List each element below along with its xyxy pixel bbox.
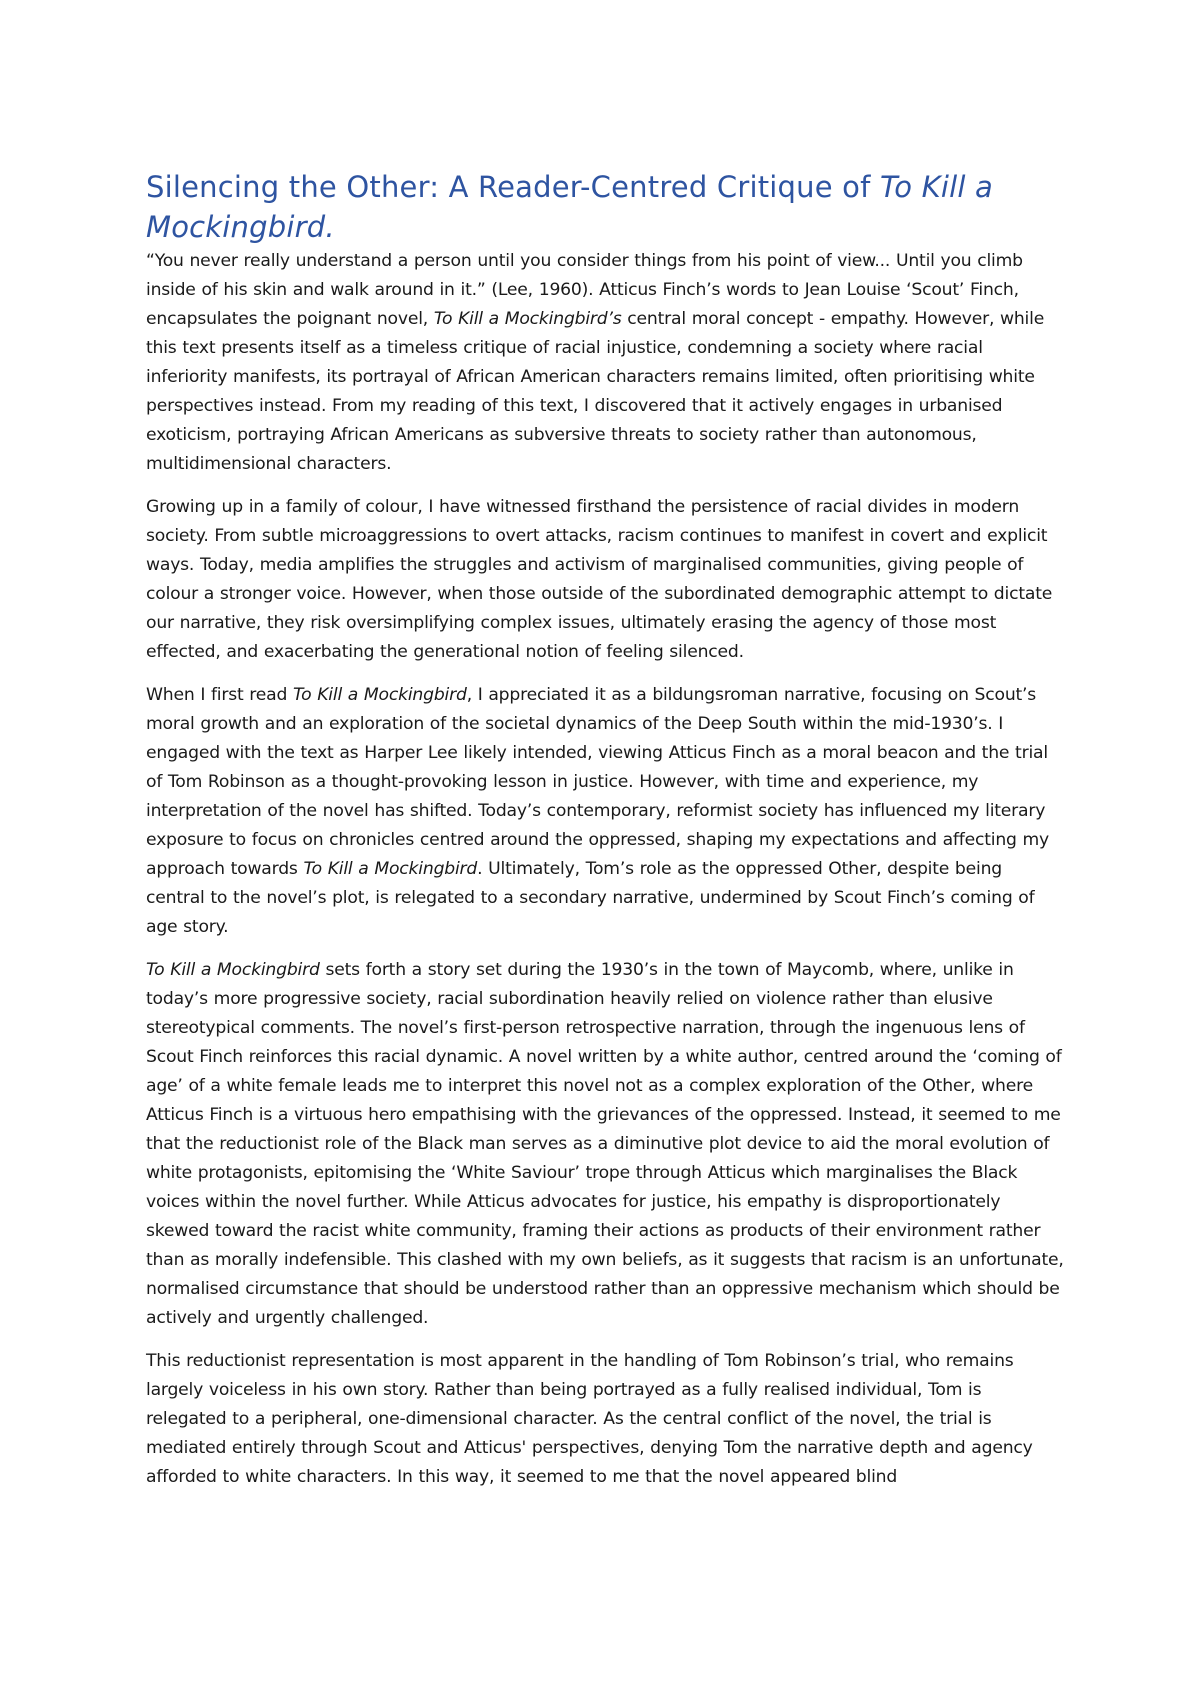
title-main: Silencing the Other: A Reader-Centred Critique of bbox=[146, 170, 880, 204]
page-title bbox=[146, 167, 1064, 247]
italic-text-run: To Kill a Mockingbird bbox=[303, 859, 478, 879]
title-italic: To Kill a Mockingbird bbox=[146, 170, 994, 244]
italic-text-run: To Kill a Mockingbird bbox=[146, 960, 320, 980]
text-run: sets forth a story set during the 1930’s in the town of Maycomb, where, unlike in today’s more progressive society, racial subordination heavily relied on violence rather than elusive stereotypical comments. The novel’s first-person retrospective narration, through the ingenuous lens of Scout Finch reinforces this racial dynamic. A novel written by a white author, centred around the ‘coming of age’ of a white female leads me to interpret this novel not as a complex exploration of the Other, where Atticus Finch is a virtuous hero empathising with the grievances of the oppressed. Instead, it seemed to me that the reductionist role of the Black man serves as a diminutive plot device to aid the moral evolution of white protagonists, epitomising the ‘White Saviour’ trope through Atticus which marginalises the Black voices within the novel further. While Atticus advocates for justice, his empathy is disproportionately skewed toward the racist white community, framing their actions as products of their environment rather than as morally indefensible. This clashed with my own beliefs, as it suggests that racism is an unfortunate, normalised circumstance that should be understood rather than an oppressive mechanism which should be actively and urgently challenged. bbox=[146, 960, 1064, 1328]
italic-text-run: To Kill a Mockingbird bbox=[292, 685, 467, 705]
text-run: . Ultimately, Tom’s role as the oppressed Other, despite being central to the novel’s plot, is relegated to a secondary narrative, undermined by Scout Finch’s coming of age story. bbox=[146, 859, 1035, 937]
text-run: This reductionist representation is most apparent in the handling of Tom Robinson’s trial, who remains largely voiceless in his own story. Rather than being portrayed as a fully realised individual, Tom is relegated to a peripheral, one-dimensional character. As the central conflict of the novel, the trial is mediated entirely through Scout and Atticus' perspectives, denying Tom the narrative depth and agency afforded to white characters. In this way, it seemed to me that the novel appeared blind bbox=[146, 1351, 1033, 1487]
paragraphs-container bbox=[146, 247, 1064, 1492]
text-run: central moral concept - empathy. However, while this text presents itself as a timeless critique of racial injustice, condemning a society where racial inferiority manifests, its portrayal of African American characters remains limited, often prioritising white perspectives instead. From my reading of this text, I discovered that it actively engages in urbanised exoticism, portraying African Americans as subversive threats to society rather than autonomous, multidimensional characters. bbox=[146, 309, 1045, 474]
body-paragraph bbox=[146, 493, 1064, 667]
text-run: Growing up in a family of colour, I have witnessed firsthand the persistence of racial divides in modern society. From subtle microaggressions to overt attacks, racism continues to manifest in covert and explicit ways. Today, media amplifies the struggles and activism of marginalised communities, giving people of colour a stronger voice. However, when those outside of the subordinated demographic attempt to dictate our narrative, they risk oversimplifying complex issues, ultimately erasing the agency of those most effected, and exacerbating the generational notion of feeling silenced. bbox=[146, 497, 1053, 662]
body-paragraph bbox=[146, 681, 1064, 942]
document-body bbox=[146, 167, 1064, 1492]
body-paragraph bbox=[146, 247, 1064, 479]
body-paragraph bbox=[146, 1347, 1064, 1492]
title-end: . bbox=[325, 210, 335, 244]
body-paragraph bbox=[146, 956, 1064, 1333]
text-run: “You never really understand a person until you consider things from his point of view... Until you climb inside of his skin and walk around in it.” (Lee, 1960). Atticus Finch’s words to Jean Louise ‘Scout’ Finch, encapsulates the poignant novel, bbox=[146, 251, 1023, 329]
italic-text-run: To Kill a Mockingbird’s bbox=[433, 309, 622, 329]
text-run: When I first read bbox=[146, 685, 293, 705]
text-run: , I appreciated it as a bildungsroman narrative, focusing on Scout’s moral growth and an exploration of the societal dynamics of the Deep South within the mid-1930’s. I engaged with the text as Harper Lee likely intended, viewing Atticus Finch as a moral beacon and the trial of Tom Robinson as a thought-provoking lesson in justice. However, with time and experience, my interpretation of the novel has shifted. Today’s contemporary, reformist society has influenced my literary exposure to focus on chronicles centred around the oppressed, shaping my expectations and affecting my approach towards bbox=[146, 685, 1050, 879]
